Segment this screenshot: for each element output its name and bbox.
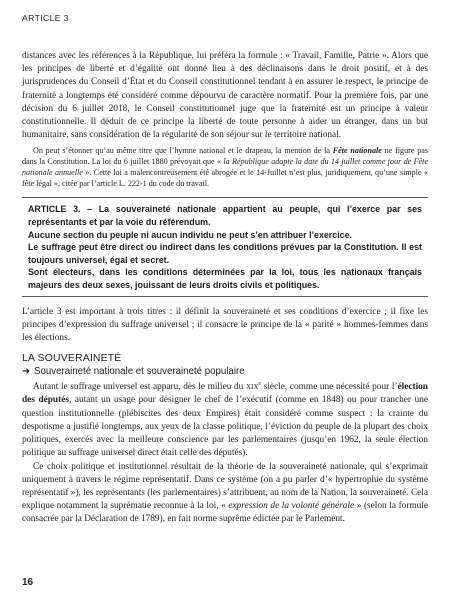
article-title: ARTICLE 3. <box>28 204 81 215</box>
note-emphasis-fete-nationale: Fête nationale <box>332 146 382 156</box>
note-fete-nationale <box>22 145 428 189</box>
note-law-quote: la République adopte la date du 14 juillet comme jour de Fête nationale annuelle <box>22 157 428 178</box>
century-superscript: e <box>258 381 262 388</box>
theorie-quote: expression de la volonté générale <box>228 501 355 512</box>
article-paragraph-1 <box>28 203 422 228</box>
body-paragraph-suffrage <box>22 378 428 460</box>
body-paragraph-fraternite: distances avec les références à la République, lui préféra la formule : « Travail, Famille, Patrie ». Alors que les principes de liberté et d’égalité ont donné lieu à des déclinaisons dans le droit positif, et à des jurisprudences du Conseil d’État et du Conseil constitutionnel tendant à en assurer le respect, le principe de fraternité a longtemps été considéré comme dépourvu de caractère normatif. Pour la première fois, par une décision du 6 juillet 2018, le Conseil constitutionnel juge que la fraternité est un principe à valeur constitutionnelle. Il déduit de ce principe la liberté de toute personne à aider un étranger, dans un but humanitaire, sans considération de la régularité de son séjour sur le territoire national. <box>22 51 428 141</box>
article-paragraph-2: Aucune section du peuple ni aucun individu ne peut s’en attribuer l’exercice. <box>28 229 353 240</box>
suffrage-text-b: siècle, comme une nécessité pour l’ <box>261 382 398 393</box>
constitution-article-box <box>22 197 428 296</box>
running-header: ARTICLE 3 <box>22 13 69 23</box>
theorie-text-a: Ce choix politique et institutionnel résultait de la théorie de la souveraineté nationale, qui s’exprimait uniquement à travers le régime représentatif. Dans ce système (on a pu parler d’« hypertrophie du système représentatif »), les représentants (les parlementaires) s’attribuent, au nom de la Nation, la souveraineté. Cela explique notamment la suprématie reconnue à la loi, « <box>22 461 428 512</box>
article-intro: – La souveraineté nationale appartient au peuple, qui l’exerce par ses représentants et par la voie du référendum. <box>28 204 422 228</box>
section-heading: LA SOUVERAINETÉ <box>22 353 122 365</box>
note-text-part2: ne figure pas dans la Constitution. La loi du 6 juillet 1880 prévoyait que « <box>22 146 429 167</box>
sub-heading-text: Souveraineté nationale et souveraineté populaire <box>34 366 245 378</box>
suffrage-text-a: Autant le suffrage universel est apparu, dès le milieu du <box>33 382 246 393</box>
sub-heading <box>22 366 428 377</box>
article-paragraph-4: Sont électeurs, dans les conditions déterminées par la loi, tous les nationaux français majeurs des deux sexes, jouissant de leurs droits civils et politiques. <box>28 267 422 290</box>
article-paragraph-3: Le suffrage peut être direct ou indirect dans les conditions prévues par la Constitution. Il est toujours universel, égal et secret. <box>28 242 422 265</box>
theorie-text-b: » (selon la formule consacrée par la Déclaration de 1789), en fait norme suprême édictée par le Parlement. <box>22 501 429 525</box>
page-content <box>22 50 428 527</box>
note-text-part3: ». Cette loi a malencontreusement été abrogée et le 14-Juillet n’est plus, juridiquement, qu’une simple « fête légal », citée par l’article L. 222-1 du code du travail. <box>22 168 429 189</box>
suffrage-text-c: , autant un usage pour désigner le chef de l’exécutif (comme en 1848) ou pour trancher une question institutionnelle (plébiscites des deux Empires) était considéré comme suspect : la crainte du despotisme a justifié longtemps, aux yeux de la classe politique, l’éviction du peuple de la plupart des choix politiques, exercés avec la meilleure conscience par les parlementaires (jusqu’en 1962, la seule élection politique au suffrage universel direct était celle des députés). <box>22 395 429 459</box>
note-text-part1: On peut s’étonner qu’au même titre que l’hymne national et le drapeau, la mention de la <box>33 146 333 156</box>
body-paragraph-theorie <box>22 461 428 527</box>
suffrage-bold-deputes: élection des députés <box>22 382 428 406</box>
century-numeral: xix <box>245 382 259 393</box>
body-paragraph-trois-titres: L’article 3 est important à trois titres : il définit la souveraineté et ses conditions d’exercice ; il fixe les principes d’expression du suffrage universel ; il consacre le principe de la « parité » hommes-femmes dans les élections. <box>22 306 428 343</box>
arrow-right-icon: ➜ <box>22 366 31 378</box>
page-number: 16 <box>22 577 34 588</box>
